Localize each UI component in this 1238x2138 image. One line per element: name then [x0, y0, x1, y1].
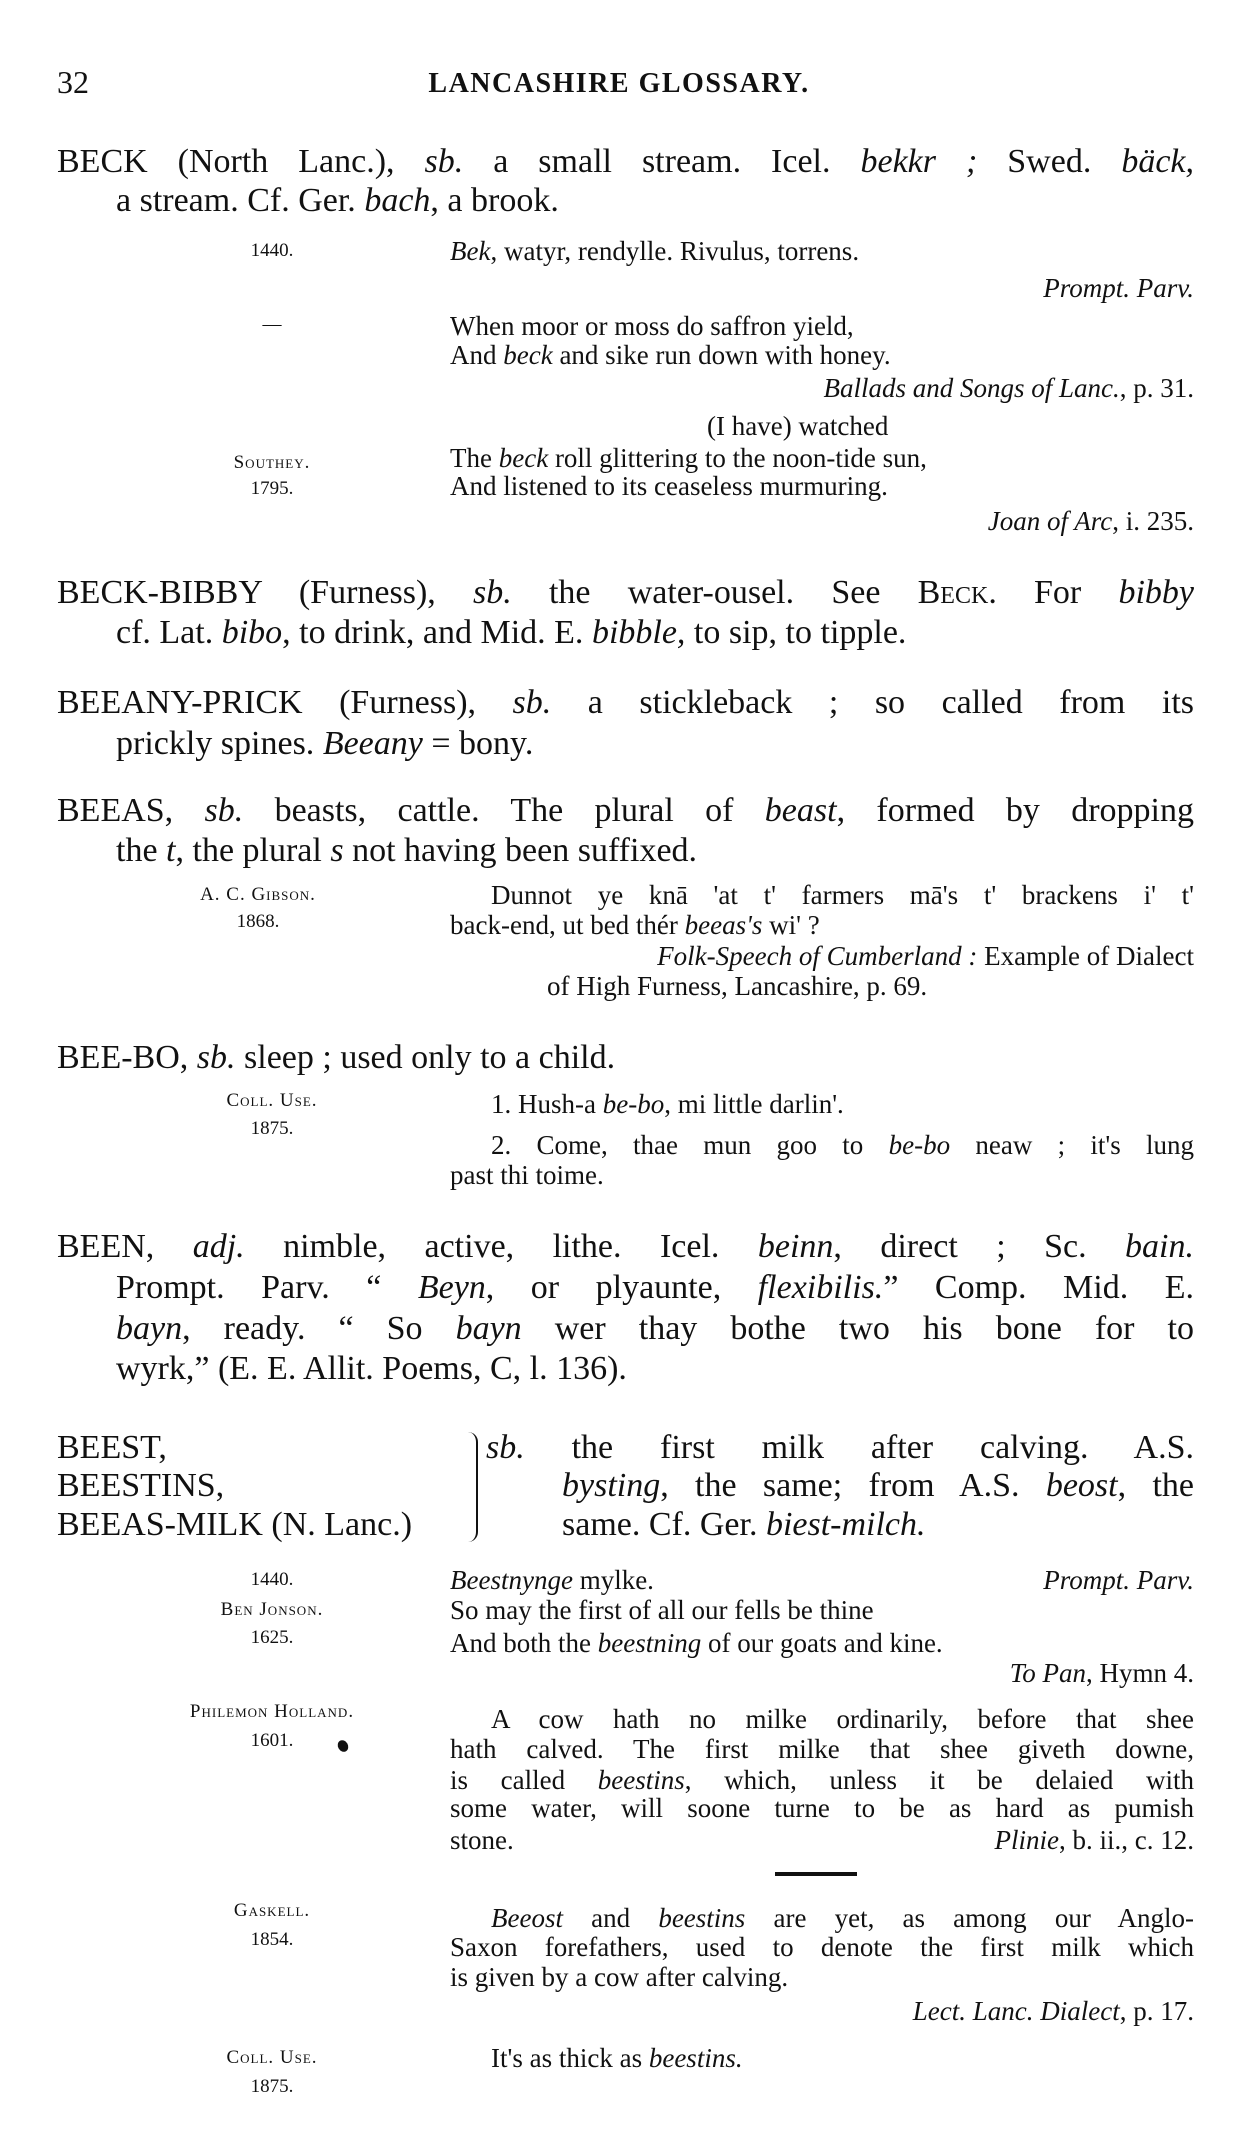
italic-run: beck	[498, 443, 549, 473]
quote-line	[450, 1793, 1194, 1823]
text-run: Swed.	[977, 143, 1122, 180]
italic-run: Beeost	[491, 1903, 563, 1933]
text-run: When moor or moss do saffron yield,	[450, 311, 854, 341]
text-run: a stickleback ; so called from its	[551, 684, 1194, 721]
entry-bee-bo-line	[57, 1038, 1194, 1078]
text-run: some water, will soone turne to be as hard as pumish	[450, 1793, 1194, 1823]
quote-line	[491, 880, 1194, 910]
entry-beest-line	[562, 1505, 1194, 1545]
page-number: 32	[57, 64, 89, 100]
italic-run: bach	[364, 182, 431, 219]
quote-line	[450, 471, 1194, 501]
italic-run: sb.	[204, 792, 244, 829]
text-run: is given by a cow after calving.	[450, 1962, 789, 1992]
italic-run: Plinie	[994, 1825, 1059, 1855]
entry-beeany-prick-line	[57, 683, 1194, 723]
quote-line	[450, 236, 1194, 266]
italic-run: flexibilis.	[757, 1269, 884, 1306]
text-run: , watyr, rendylle. Rivulus, torrens.	[490, 236, 860, 266]
text-run: beasts, cattle. The plural of	[243, 792, 765, 829]
citation-year: 1875.	[250, 1118, 294, 1139]
text-run: (I have) watched	[707, 411, 889, 441]
quote-line	[491, 1704, 1194, 1734]
citation-author: Philemon Holland.	[189, 1701, 355, 1722]
italic-run: Folk-Speech of Cumberland :	[657, 941, 978, 971]
citation-source-cont	[547, 971, 1194, 1001]
citation-author: Coll. Use.	[226, 1090, 318, 1111]
text-run: neaw ; it's lung	[950, 1130, 1194, 1160]
text-run: , the same; from A.S.	[660, 1467, 1046, 1504]
quote-line	[450, 1962, 1194, 1992]
text-run: So may the first of all our fells be thine	[450, 1595, 874, 1625]
text-run: , Hymn 4.	[1086, 1658, 1194, 1688]
text-run: of our goats and kine.	[701, 1628, 943, 1658]
citation-source	[450, 1825, 1194, 1855]
italic-run: beast	[764, 792, 837, 829]
text-run: , to drink, and Mid. E.	[282, 614, 592, 651]
italic-run: bibble,	[591, 614, 686, 651]
text-run: roll glittering to the noon-tide sun,	[548, 443, 927, 473]
text-run: BEEAS,	[57, 792, 205, 829]
citation-author: Ben Jonson.	[220, 1599, 324, 1620]
italic-run: sb.	[196, 1039, 236, 1076]
italic-run: Ballads and Songs of Lanc.	[823, 373, 1120, 403]
quote-line	[491, 1130, 1194, 1160]
entry-beest-line	[486, 1428, 1194, 1468]
text-run: a stream. Cf. Ger.	[116, 182, 365, 219]
text-run: It's as thick as	[491, 2043, 649, 2073]
italic-run: beeas's	[684, 910, 763, 940]
text-run: , p. 31.	[1119, 373, 1194, 403]
italic-run: beost	[1045, 1467, 1118, 1504]
italic-run: bayn	[455, 1310, 522, 1347]
italic-run: Beestnynge	[450, 1565, 573, 1595]
text-run: is called	[450, 1765, 598, 1795]
text-run: BECK-BIBBY (Furness),	[57, 574, 473, 611]
italic-run: Beeany	[322, 725, 423, 762]
italic-run: Bek	[450, 236, 491, 266]
entry-been-line	[57, 1227, 1194, 1267]
section-rule	[775, 1872, 857, 1876]
citation-author: A. C. Gibson.	[200, 884, 316, 905]
text-run: , which, unless it be delaied with	[684, 1765, 1194, 1795]
text-run: to sip, to tipple.	[685, 614, 907, 651]
text-run: and sike run down with honey.	[552, 340, 891, 370]
text-run: , p. 17.	[1119, 1996, 1194, 2026]
citation-year: 1601.	[250, 1730, 294, 1751]
quote-line	[491, 1903, 1194, 1933]
entry-beeas-line	[57, 791, 1194, 831]
italic-run: Prompt. Parv.	[1043, 273, 1194, 303]
entry-beeas-line	[116, 831, 1194, 871]
text-run: BECK (North Lanc.),	[57, 143, 425, 180]
text-run: wer thay bothe two his bone for to	[521, 1310, 1194, 1347]
citation-year: 1854.	[250, 1929, 294, 1950]
italic-run: adj.	[192, 1228, 245, 1265]
entry-beest-line	[562, 1466, 1194, 1506]
small-caps-run: Beck	[917, 574, 989, 611]
italic-run: bayn	[116, 1310, 183, 1347]
text-run: the first milk after calving. A.S.	[524, 1429, 1194, 1466]
text-run: wyrk,” (E. E. Allit. Poems, C, l. 136).	[116, 1350, 627, 1387]
text-run: And listened to its ceaseless murmuring.	[450, 471, 888, 501]
citation-source	[450, 506, 1194, 536]
italic-run: be-bo	[602, 1089, 665, 1119]
text-run: are yet, as among our Anglo-	[745, 1903, 1194, 1933]
entry-beck-bibby-line	[57, 573, 1194, 613]
entry-beck-bibby-line	[116, 613, 1194, 653]
italic-run: t	[166, 832, 176, 869]
text-run: the water-ousel. See	[511, 574, 918, 611]
text-run: mylke.	[572, 1565, 654, 1595]
quote-line	[450, 1595, 1194, 1625]
text-run: prickly spines.	[116, 725, 323, 762]
text-run: A cow hath no milke ordinarily, before that shee	[491, 1704, 1194, 1734]
text-run: nimble, active, lithe. Icel.	[244, 1228, 758, 1265]
citation-source	[450, 373, 1194, 403]
text-run: of High Furness, Lancashire, p. 69.	[547, 971, 928, 1001]
headword-beest: BEEST,	[57, 1429, 167, 1466]
text-run: , or plyaunte,	[485, 1269, 758, 1306]
text-run: , formed by dropping	[836, 792, 1195, 829]
text-run: the	[116, 832, 167, 869]
text-run: not having been suffixed.	[343, 832, 698, 869]
quote-line	[491, 1089, 1194, 1119]
running-title: LANCASHIRE GLOSSARY.	[428, 68, 810, 99]
quote-line	[450, 1160, 1194, 1190]
quote-line	[450, 910, 1194, 940]
italic-run: bekkr ;	[860, 143, 978, 180]
text-run: Example of Dialect	[977, 941, 1194, 971]
italic-run: Joan of Arc	[987, 506, 1113, 536]
quote-line	[491, 2043, 1194, 2073]
italic-run: Beyn	[417, 1269, 486, 1306]
quote-line	[450, 340, 1194, 370]
italic-run: Prompt. Parv.	[1043, 1565, 1194, 1595]
italic-run: sb.	[486, 1429, 525, 1466]
citation-year: 1795.	[250, 478, 294, 499]
text-run: stone.	[450, 1825, 514, 1855]
citation-source	[450, 941, 1194, 971]
citation-source	[450, 1658, 1194, 1688]
italic-run: s	[330, 832, 344, 869]
text-run: . For	[988, 574, 1119, 611]
quote-line	[450, 1765, 1194, 1795]
entry-been-line	[116, 1309, 1194, 1349]
citation-source	[450, 1565, 1194, 1595]
italic-run: beestins	[597, 1765, 685, 1795]
headword-beeas-milk: BEEAS-MILK (N. Lanc.)	[57, 1506, 413, 1543]
quote-line	[707, 411, 1194, 441]
citation-author: Southey.	[233, 452, 311, 473]
italic-run: bain.	[1125, 1228, 1194, 1265]
italic-run: bibby	[1118, 574, 1195, 611]
italic-run: beestins.	[648, 2043, 743, 2073]
text-run: , direct ; Sc.	[833, 1228, 1126, 1265]
quote-line	[450, 443, 1194, 473]
italic-run: beestins	[658, 1903, 746, 1933]
brace	[462, 1432, 478, 1542]
citation-author: Coll. Use.	[226, 2047, 318, 2068]
quote-line	[450, 1628, 1194, 1658]
text-run: , the	[1117, 1467, 1194, 1504]
italic-run: be-bo	[888, 1130, 951, 1160]
text-run: 2. Come, thae mun goo to	[491, 1130, 889, 1160]
text-run: And both the	[450, 1628, 598, 1658]
text-run: , mi little darlin'.	[664, 1089, 844, 1119]
italic-run: bysting	[562, 1467, 661, 1504]
text-run: BEEANY-PRICK (Furness),	[57, 684, 513, 721]
text-run: sleep ; used only to a child.	[235, 1039, 616, 1076]
citation-year: 1868.	[236, 911, 280, 932]
italic-run: biest-milch.	[765, 1506, 926, 1543]
italic-run: To Pan	[1009, 1658, 1086, 1688]
text-run: 1. Hush-a	[491, 1089, 603, 1119]
headword-beestins: BEESTINS,	[57, 1467, 225, 1504]
text-run: , ready. “ So	[182, 1310, 456, 1347]
citation-year: 1625.	[250, 1627, 294, 1648]
text-run: hath calved. The first milke that shee giveth downe,	[450, 1734, 1194, 1764]
text-run: Dunnot ye knā 'at t' farmers mā's t' brackens i' t'	[491, 880, 1194, 910]
entry-been-line	[116, 1268, 1194, 1308]
text-run: ” Comp. Mid. E.	[883, 1269, 1194, 1306]
text-run: a small stream. Icel.	[463, 143, 861, 180]
italic-run: beinn	[757, 1228, 834, 1265]
text-run: and	[562, 1903, 659, 1933]
citation-date: 1440.	[250, 1569, 294, 1590]
text-run: , b. ii., c. 12.	[1059, 1825, 1194, 1855]
text-run: , the plural	[175, 832, 331, 869]
quote-line	[450, 1932, 1194, 1962]
text-run: back-end, ut bed thér	[450, 910, 685, 940]
quote-line	[450, 1734, 1194, 1764]
text-run: same. Cf. Ger.	[562, 1506, 766, 1543]
italic-run: beestning	[597, 1628, 702, 1658]
entry-beeany-prick-line	[116, 724, 1194, 764]
citation-year: 1875.	[250, 2076, 294, 2097]
quote-line	[450, 311, 1194, 341]
text-run: , i. 235.	[1112, 506, 1194, 536]
citation-author: Gaskell.	[233, 1900, 311, 1921]
entry-been-line	[116, 1349, 1194, 1389]
entry-beck-line	[116, 181, 1194, 221]
italic-run: sb.	[473, 574, 512, 611]
text-run: past thi toime.	[450, 1160, 604, 1190]
italic-run: bäck,	[1121, 143, 1194, 180]
citation-ditto: —	[262, 314, 282, 335]
italic-run: Lect. Lanc. Dialect	[912, 1996, 1120, 2026]
text-run: , a brook.	[430, 182, 559, 219]
text-run: And	[450, 340, 504, 370]
text-run: Prompt. Parv. “	[116, 1269, 418, 1306]
citation-date: 1440.	[250, 240, 294, 261]
italic-run: beck	[503, 340, 553, 370]
text-run: wi' ?	[762, 910, 820, 940]
italic-run: bibo	[221, 614, 283, 651]
text-run: cf. Lat.	[116, 614, 222, 651]
text-run: The	[450, 443, 499, 473]
text-run: BEEN,	[57, 1228, 193, 1265]
text-run: = bony.	[422, 725, 534, 762]
citation-source	[450, 1996, 1194, 2026]
italic-run: sb.	[424, 143, 464, 180]
citation-source	[450, 273, 1194, 303]
italic-run: sb.	[512, 684, 552, 721]
text-run: Saxon forefathers, used to denote the first milk which	[450, 1932, 1194, 1962]
text-run: BEE-BO,	[57, 1039, 197, 1076]
entry-beck-line	[57, 142, 1194, 182]
